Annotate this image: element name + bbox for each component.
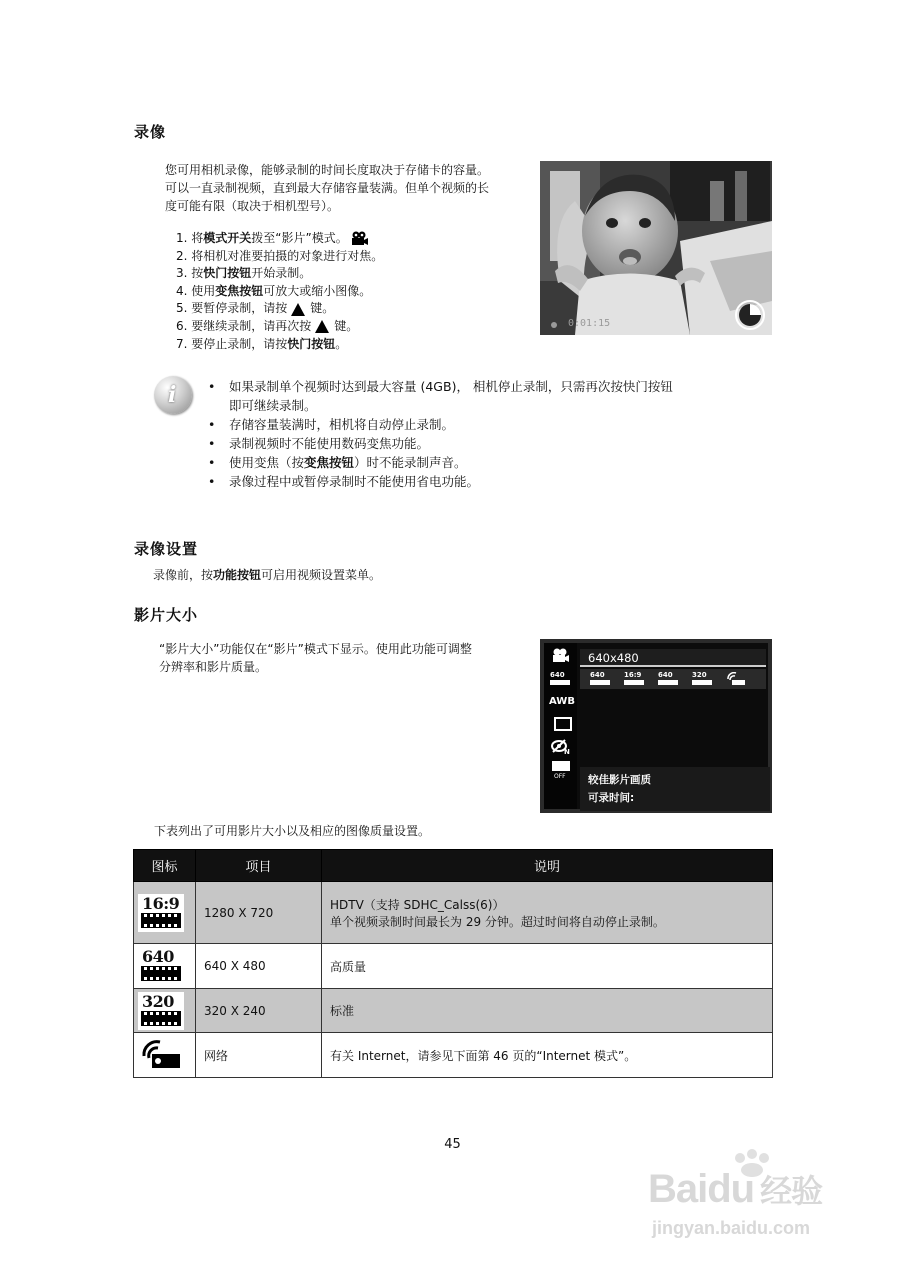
baidu-watermark	[648, 1148, 868, 1248]
size-option-internet[interactable]	[726, 672, 746, 686]
section-title-record: 录像	[134, 123, 167, 141]
step-4: 4. 使用 变焦按钮 可放大或缩小图像。	[176, 283, 372, 298]
table-row	[134, 1033, 773, 1078]
table-row	[134, 944, 773, 989]
row-desc: 高质量	[322, 944, 773, 989]
step-7: 7. 要停止录制，请按 快门按钮 。	[176, 336, 348, 351]
movie-camera-icon	[351, 231, 369, 247]
pre-record-icon	[552, 761, 570, 771]
intro-line: 您可用相机录像，能够录制的时间长度取决于存储卡的容量。	[165, 163, 490, 177]
size-option-320[interactable]: 320	[692, 672, 712, 686]
menu-info-quality: 较佳影片画质	[588, 774, 651, 786]
note-item: • 如果录制单个视频时达到最大容量 (4GB)， 相机停止录制，只需再次按快门按钮 即可继续录制。	[208, 377, 768, 415]
step-6: 6. 要继续录制，请再次按 键。	[176, 318, 359, 333]
note-item: • 存储容量装满时，相机将自动停止录制。	[208, 415, 768, 434]
size-option-16-9[interactable]: 16:9	[624, 672, 644, 686]
table-row	[134, 882, 773, 944]
vga-640-movie-icon: 640	[138, 947, 184, 985]
row-desc: 有关 Internet，请参见下面第 46 页的“Internet 模式”。	[322, 1033, 773, 1078]
svg-text:N: N	[564, 748, 570, 754]
step-2: 2. 将相机对准要拍摄的对象进行对焦。	[176, 248, 384, 263]
intro-line: 度可能有限（取决于相机型号）。	[165, 199, 340, 213]
movie-size-menu-screenshot	[540, 639, 772, 813]
note-item: • 录像过程中或暂停录制时不能使用省电功能。	[208, 472, 768, 491]
table-row	[134, 989, 773, 1033]
movie-size-icon: 640	[550, 672, 570, 686]
row-desc: HDTV（支持 SDHC_Calss(6)） 单个视频录制时间最长为 29 分钟。超过时间将自动停止录制。	[322, 882, 773, 944]
menu-info-panel	[580, 767, 770, 811]
col-header-desc: 说明	[322, 850, 773, 882]
note-item: • 录制视频时不能使用数码变焦功能。	[208, 434, 768, 453]
step-3: 3. 按 快门按钮 开始录制。	[176, 266, 312, 281]
metering-icon	[554, 717, 572, 731]
page-number: 45	[444, 1137, 461, 1152]
row-item: 640 X 480	[196, 944, 322, 989]
table-intro: 下表列出了可用影片大小以及相应的图像质量设置。	[154, 824, 431, 838]
record-steps	[176, 230, 383, 353]
selected-size-label[interactable]: 640x480	[580, 649, 766, 667]
record-timer: 0:01:15	[568, 318, 611, 329]
col-header-item: 项目	[196, 850, 322, 882]
intro-line: 可以一直录制视频，直到最大存储容量装满。但单个视频的长	[165, 181, 490, 195]
size-option-640b[interactable]: 640	[658, 672, 678, 686]
size-option-640[interactable]: 640	[590, 672, 610, 686]
sample-photo	[540, 161, 772, 335]
step-1: 1. 将 模式开关 拨至“影片”模式。	[176, 230, 383, 248]
stabilizer-icon	[551, 738, 571, 754]
qvga-320-movie-icon: 320	[138, 992, 184, 1030]
hd-16-9-movie-icon: 16:9	[138, 894, 184, 932]
awb-icon: AWB	[549, 696, 575, 707]
menu-icon-column	[544, 643, 577, 809]
internet-movie-icon	[138, 1036, 184, 1074]
row-item: 320 X 240	[196, 989, 322, 1033]
settings-text: 录像前，按功能按钮可启用视频设置菜单。	[153, 568, 382, 582]
pre-record-off-label: OFF	[554, 773, 566, 780]
info-note-icon: i	[154, 376, 192, 414]
baby-photo-image	[540, 161, 772, 335]
record-intro	[165, 161, 530, 215]
col-header-icon: 图标	[134, 850, 196, 882]
note-item: • 使用变焦（按变焦按钮）时不能录制声音。	[208, 453, 768, 472]
watermark-url: jingyan.baidu.com	[652, 1218, 811, 1238]
section-title-movie-size: 影片大小	[134, 606, 199, 624]
watermark-brand: Baidu 经验	[648, 1167, 823, 1211]
movie-size-table	[133, 849, 773, 1078]
row-item: 1280 X 720	[196, 882, 322, 944]
up-arrow-icon	[291, 303, 305, 316]
table-header	[134, 850, 773, 882]
size-options	[580, 669, 766, 689]
row-item: 网络	[196, 1033, 322, 1078]
row-desc: 标准	[322, 989, 773, 1033]
up-arrow-icon	[315, 320, 329, 333]
movie-size-desc: “影片大小”功能仅在“影片”模式下显示。使用此功能可调整 分辨率和影片质量。	[159, 642, 472, 674]
movie-mode-icon	[552, 648, 570, 663]
menu-info-time: 可录时间:	[588, 792, 635, 804]
record-notes	[208, 377, 768, 491]
step-5: 5. 要暂停录制，请按 键。	[176, 301, 335, 316]
section-title-settings: 录像设置	[134, 540, 199, 558]
